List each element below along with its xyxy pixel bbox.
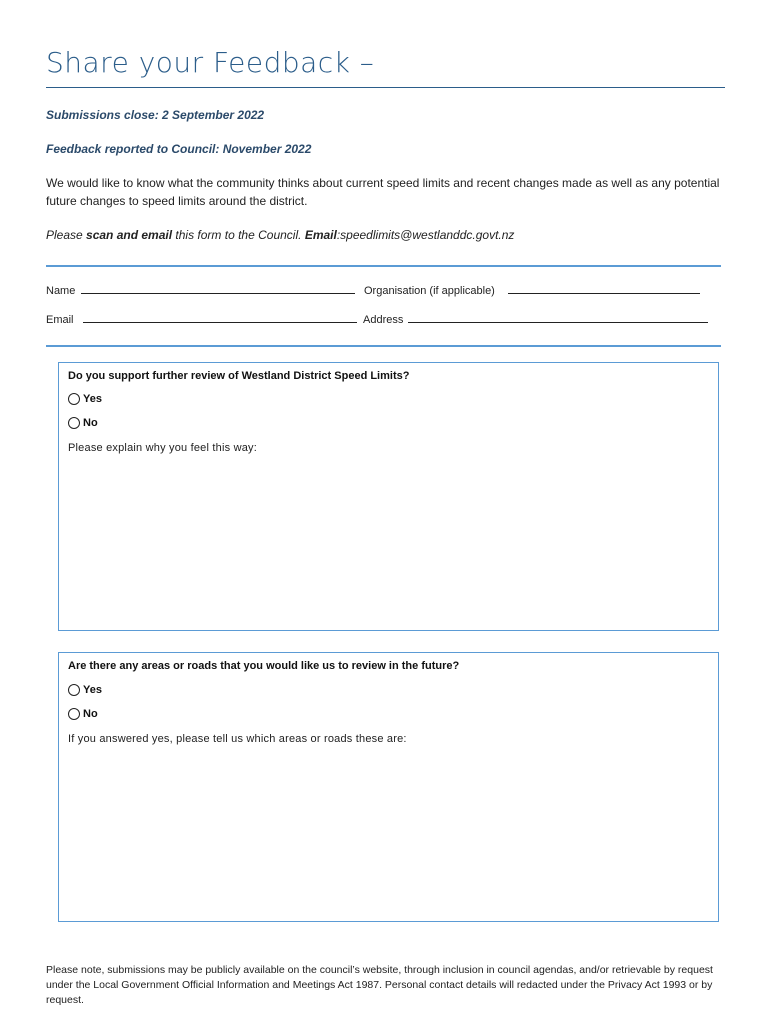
address-label: Address: [363, 314, 404, 326]
intro-paragraph: We would like to know what the community thinks about current speed limits and recent changes made as well as any potential future changes to speed limits around the district.: [46, 176, 720, 208]
option-label: Yes: [83, 393, 102, 405]
option-label: No: [83, 708, 98, 720]
organisation-field[interactable]: [364, 284, 700, 297]
question1-option-yes[interactable]: [68, 393, 102, 405]
email-input-line[interactable]: [83, 313, 357, 323]
question1-hint: Please explain why you feel this way:: [68, 442, 257, 454]
organisation-label: Organisation (if applicable): [364, 285, 495, 297]
privacy-note: Please note, submissions may be publicly available on the council’s website, through inclusion in council agendas, and/or retrievable by request under the Local Government Official Information and Meetings Act 1987. Personal contact details will redacted under the Privacy Act 1993 or by request.: [46, 964, 713, 1006]
email-label: Email: [304, 228, 337, 242]
address-input-line[interactable]: [408, 313, 708, 323]
question1-box: [58, 362, 719, 631]
instruction-bold: scan and email: [86, 228, 173, 242]
feedback-reported-text: Feedback reported to Council: November 2022: [46, 142, 312, 156]
name-input-line[interactable]: [81, 284, 355, 294]
question2-option-yes[interactable]: [68, 684, 102, 696]
name-field[interactable]: [46, 284, 355, 297]
name-label: Name: [46, 285, 76, 297]
instruction-middle: this form to the Council.: [172, 228, 305, 242]
instruction-prefix: Please: [46, 228, 87, 242]
radio-button-icon[interactable]: [68, 393, 80, 405]
submissions-close-text: Submissions close: 2 September 2022: [46, 108, 265, 122]
email-address-link[interactable]: :speedlimits@westlanddc.govt.nz: [336, 228, 515, 242]
radio-button-icon[interactable]: [68, 417, 80, 429]
question1-answer-area[interactable]: [68, 463, 709, 622]
option-label: Yes: [83, 684, 102, 696]
option-label: No: [83, 417, 98, 429]
question1-option-no[interactable]: [68, 417, 98, 429]
question2-box: [58, 652, 719, 922]
email-field-label: Email: [46, 314, 74, 326]
title-divider: [46, 87, 725, 88]
section-divider-bottom: [46, 345, 721, 347]
page-title: Share your Feedback –: [46, 46, 375, 79]
instruction-line: [46, 226, 726, 244]
email-field[interactable]: [46, 313, 357, 326]
question2-option-no[interactable]: [68, 708, 98, 720]
question2-hint: If you answered yes, please tell us which areas or roads these are:: [68, 733, 407, 745]
organisation-input-line[interactable]: [508, 284, 700, 294]
radio-button-icon[interactable]: [68, 684, 80, 696]
question2-title: Are there any areas or roads that you would like us to review in the future?: [68, 660, 460, 672]
question2-answer-area[interactable]: [68, 753, 709, 913]
section-divider-top: [46, 265, 721, 267]
question1-title: Do you support further review of Westland District Speed Limits?: [68, 370, 410, 382]
radio-button-icon[interactable]: [68, 708, 80, 720]
address-field[interactable]: [363, 313, 708, 326]
